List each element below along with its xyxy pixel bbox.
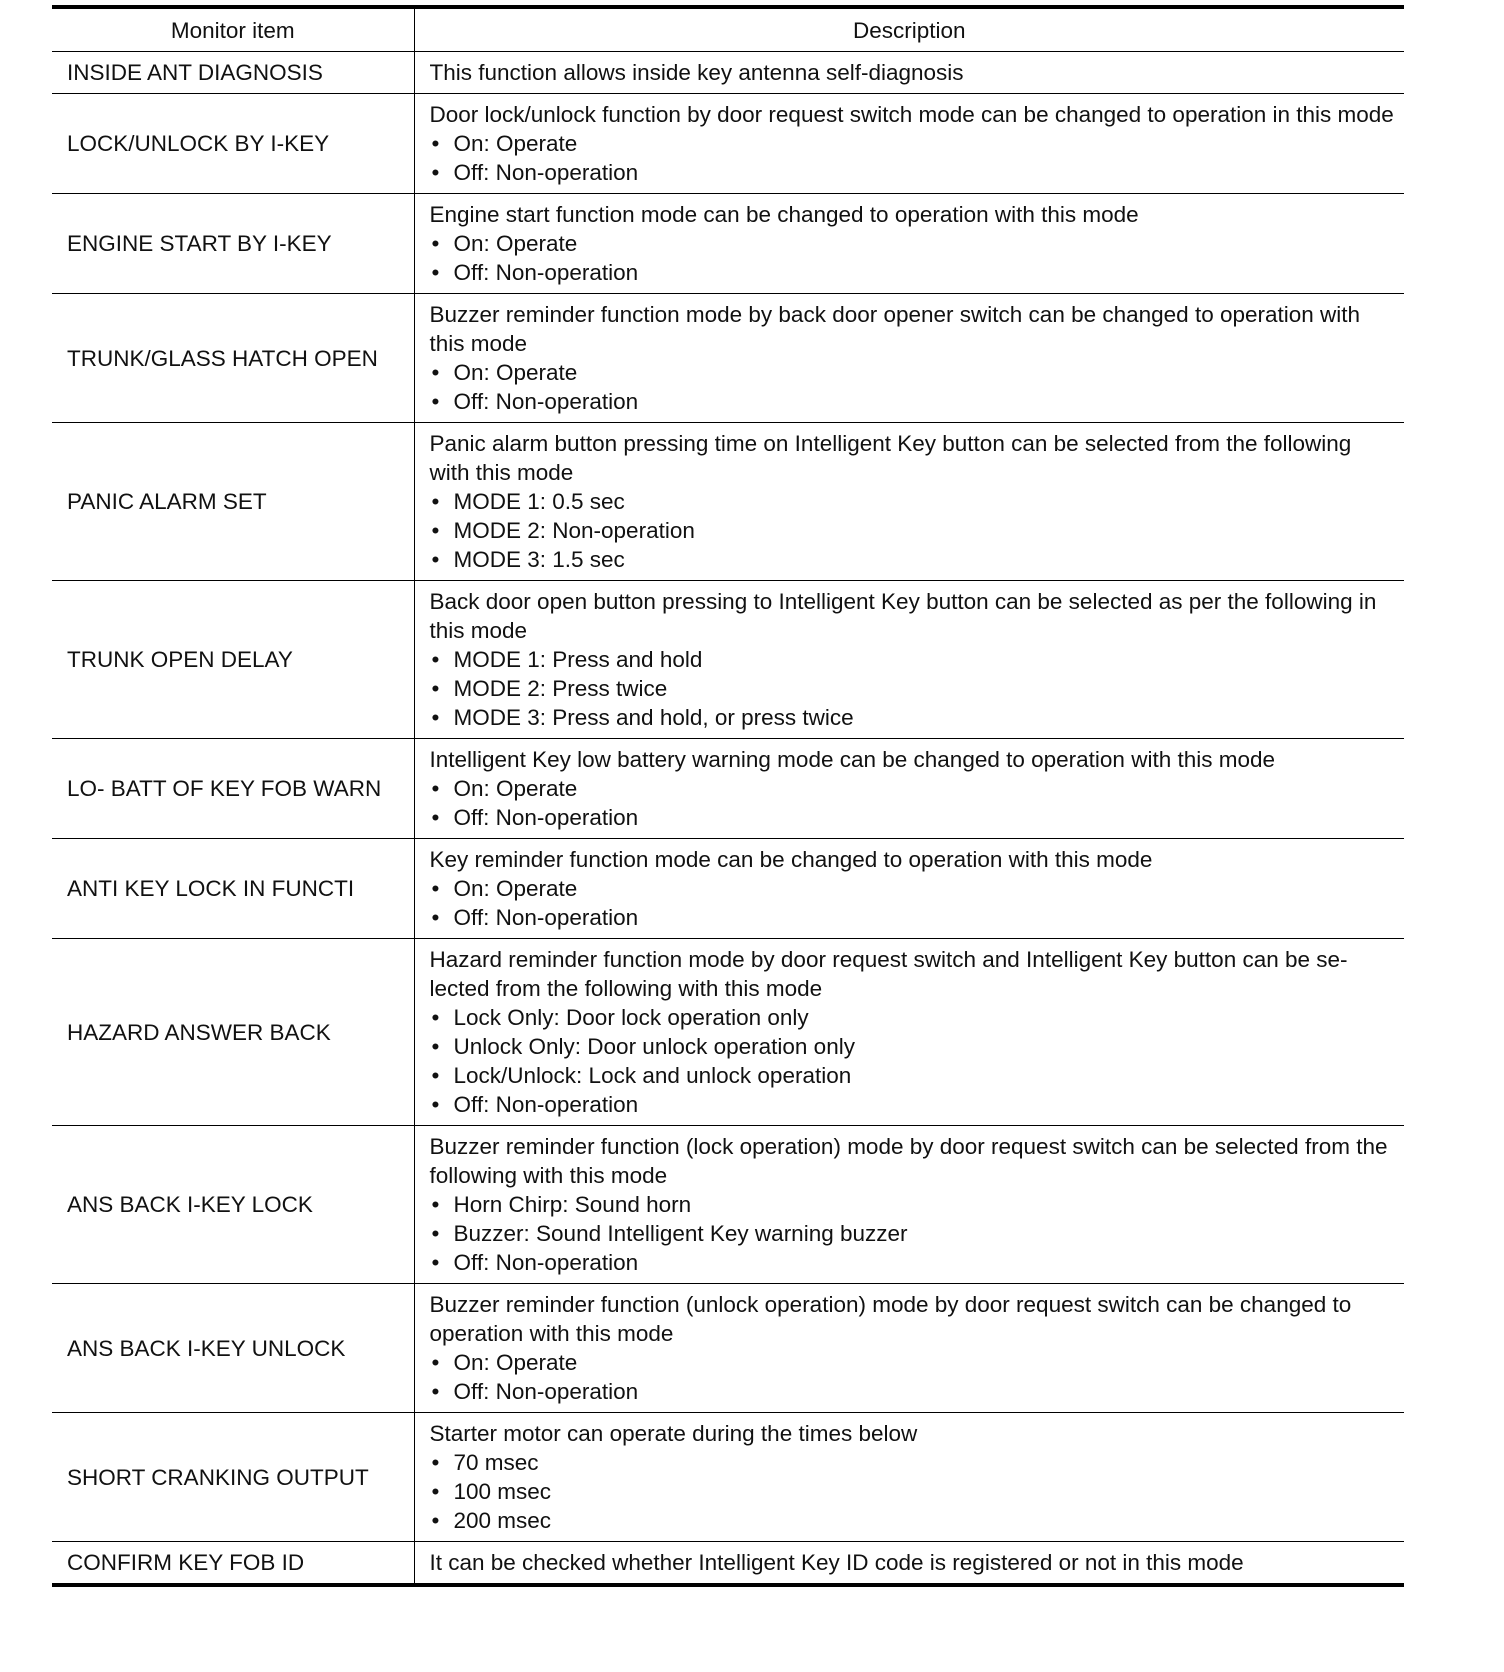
option-list — [430, 874, 1397, 932]
monitor-item-cell: INSIDE ANT DIAGNOSIS — [52, 52, 414, 94]
option-item: • Lock Only: Door lock operation only — [430, 1003, 1397, 1032]
option-item: • MODE 1: 0.5 sec — [430, 487, 1397, 516]
description-cell — [414, 423, 1404, 581]
option-list — [430, 1190, 1397, 1277]
header-description: Description — [414, 7, 1404, 52]
table-row — [52, 294, 1404, 423]
table-header-row — [52, 7, 1404, 52]
description-text: Panic alarm button pressing time on Intelligent Key button can be selected from the following with this mode — [429, 431, 1352, 485]
option-item: • Off: Non-operation — [430, 387, 1397, 416]
description-text: Key reminder function mode can be changed to operation with this mode — [429, 847, 1153, 872]
option-item: • On: Operate — [430, 129, 1397, 158]
table-row — [52, 194, 1404, 294]
option-item: • On: Operate — [430, 1348, 1397, 1377]
description-text: Buzzer reminder function (lock operation) mode by door request switch can be selected from the following with this mode — [429, 1134, 1388, 1188]
header-monitor-item: Monitor item — [52, 7, 414, 52]
table-row — [52, 839, 1404, 939]
description-text: Intelligent Key low battery warning mode can be changed to operation with this mode — [429, 747, 1276, 772]
table-row — [52, 1126, 1404, 1284]
option-item: • 100 msec — [430, 1477, 1397, 1506]
table-row — [52, 739, 1404, 839]
table-row — [52, 94, 1404, 194]
monitor-item-cell: ENGINE START BY I-KEY — [52, 194, 414, 294]
option-list — [430, 487, 1397, 574]
table-row — [52, 581, 1404, 739]
option-list — [430, 229, 1397, 287]
description-cell — [414, 1284, 1404, 1413]
option-item: • On: Operate — [430, 874, 1397, 903]
monitor-item-cell: SHORT CRANKING OUTPUT — [52, 1413, 414, 1542]
option-item: • MODE 2: Non-operation — [430, 516, 1397, 545]
description-cell — [414, 839, 1404, 939]
monitor-item-cell: CONFIRM KEY FOB ID — [52, 1542, 414, 1586]
option-item: • MODE 3: Press and hold, or press twice — [430, 703, 1397, 732]
option-item: • Horn Chirp: Sound horn — [430, 1190, 1397, 1219]
table-body — [52, 52, 1404, 1586]
monitor-item-cell: TRUNK/GLASS HATCH OPEN — [52, 294, 414, 423]
description-text: Buzzer reminder function mode by back door opener switch can be changed to operation with this mode — [429, 302, 1361, 356]
option-item: • MODE 2: Press twice — [430, 674, 1397, 703]
option-item: • On: Operate — [430, 774, 1397, 803]
option-item: • Off: Non-operation — [430, 803, 1397, 832]
option-list — [430, 645, 1397, 732]
option-item: • Buzzer: Sound Intelligent Key warning buzzer — [430, 1219, 1397, 1248]
monitor-item-cell: HAZARD ANSWER BACK — [52, 939, 414, 1126]
description-text: Hazard reminder function mode by door request switch and Intelligent Key button can be se- lected from the following with this mode — [429, 947, 1348, 1001]
description-cell — [414, 1126, 1404, 1284]
table-row — [52, 1284, 1404, 1413]
description-text: Door lock/unlock function by door request switch mode can be changed to operation in this mode — [429, 102, 1394, 127]
option-list — [430, 774, 1397, 832]
option-item: • 70 msec — [430, 1448, 1397, 1477]
description-cell — [414, 939, 1404, 1126]
description-cell — [414, 1413, 1404, 1542]
option-item: • Off: Non-operation — [430, 903, 1397, 932]
table-row — [52, 52, 1404, 94]
option-list — [430, 358, 1397, 416]
option-item: • Lock/Unlock: Lock and unlock operation — [430, 1061, 1397, 1090]
table-row — [52, 939, 1404, 1126]
monitor-item-cell: ANTI KEY LOCK IN FUNCTI — [52, 839, 414, 939]
option-list — [430, 1448, 1397, 1535]
option-list — [430, 1348, 1397, 1406]
description-text: Starter motor can operate during the times below — [429, 1421, 918, 1446]
monitor-item-table — [52, 5, 1404, 1587]
description-text: It can be checked whether Intelligent Key ID code is registered or not in this mode — [429, 1550, 1244, 1575]
monitor-item-cell: LOCK/UNLOCK BY I-KEY — [52, 94, 414, 194]
description-cell — [414, 94, 1404, 194]
option-item: • MODE 1: Press and hold — [430, 645, 1397, 674]
option-item: • On: Operate — [430, 229, 1397, 258]
description-text: This function allows inside key antenna self-diagnosis — [429, 60, 964, 85]
option-item: • Off: Non-operation — [430, 1248, 1397, 1277]
description-cell — [414, 1542, 1404, 1586]
table-row — [52, 1413, 1404, 1542]
monitor-item-cell: ANS BACK I-KEY LOCK — [52, 1126, 414, 1284]
description-cell — [414, 294, 1404, 423]
option-list — [430, 1003, 1397, 1119]
option-item: • Off: Non-operation — [430, 258, 1397, 287]
option-item: • Off: Non-operation — [430, 1090, 1397, 1119]
option-item: • Off: Non-operation — [430, 1377, 1397, 1406]
monitor-item-cell: LO- BATT OF KEY FOB WARN — [52, 739, 414, 839]
option-item: • MODE 3: 1.5 sec — [430, 545, 1397, 574]
description-text: Buzzer reminder function (unlock operation) mode by door request switch can be changed to operation with this mode — [429, 1292, 1352, 1346]
description-text: Engine start function mode can be changed to operation with this mode — [429, 202, 1139, 227]
table-row — [52, 1542, 1404, 1586]
option-item: • Unlock Only: Door unlock operation only — [430, 1032, 1397, 1061]
table-row — [52, 423, 1404, 581]
option-item: • On: Operate — [430, 358, 1397, 387]
option-list — [430, 129, 1397, 187]
monitor-item-cell: ANS BACK I-KEY UNLOCK — [52, 1284, 414, 1413]
description-text: Back door open button pressing to Intelligent Key button can be selected as per the following in this mode — [429, 589, 1377, 643]
monitor-item-cell: TRUNK OPEN DELAY — [52, 581, 414, 739]
option-item: • Off: Non-operation — [430, 158, 1397, 187]
description-cell — [414, 194, 1404, 294]
monitor-item-cell: PANIC ALARM SET — [52, 423, 414, 581]
description-cell — [414, 52, 1404, 94]
description-cell — [414, 739, 1404, 839]
option-item: • 200 msec — [430, 1506, 1397, 1535]
description-cell — [414, 581, 1404, 739]
